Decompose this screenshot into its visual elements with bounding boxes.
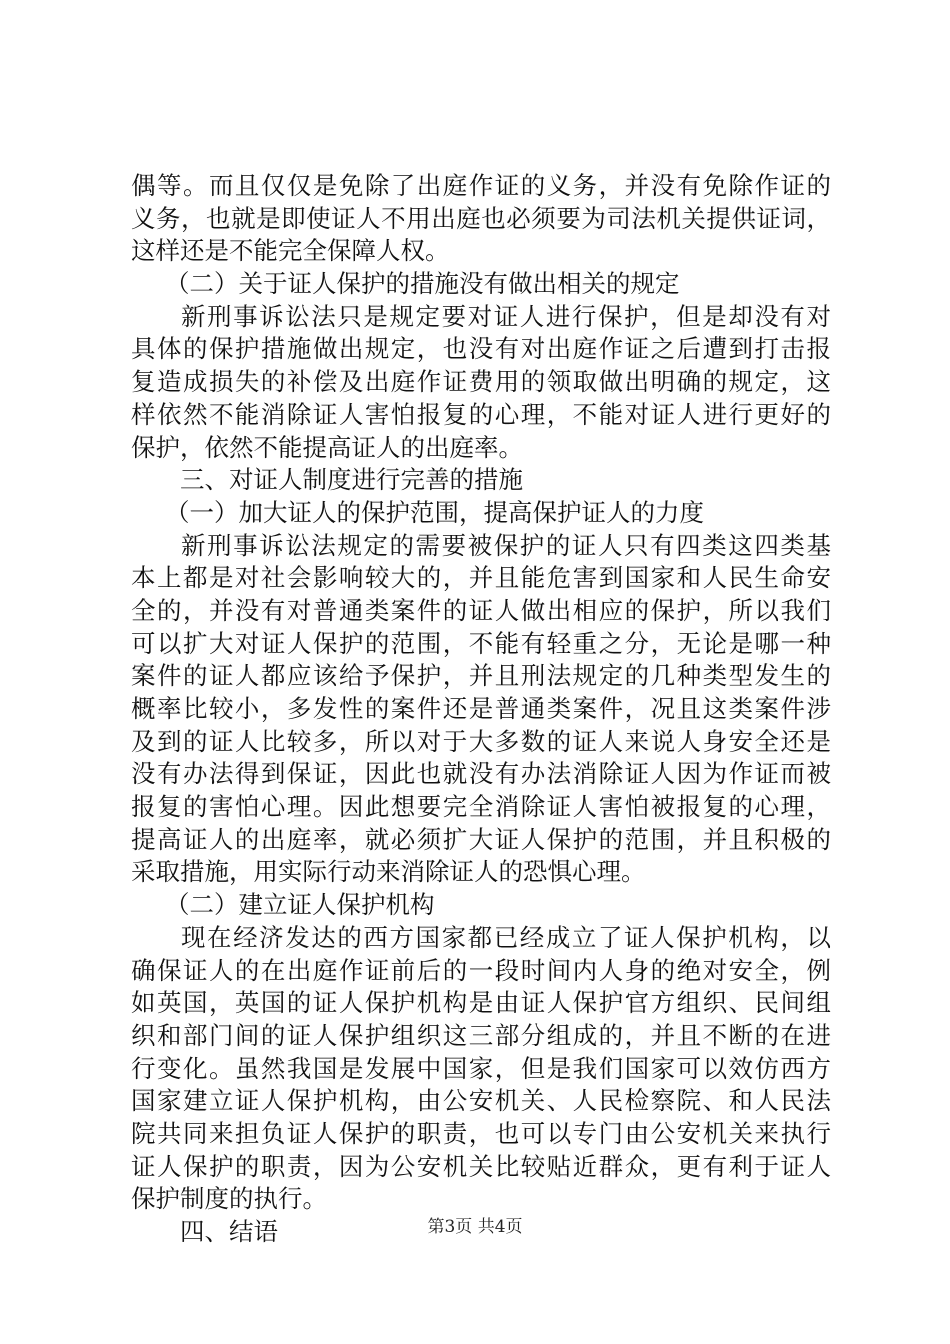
- paragraph-line: 可以扩大对证人保护的范围，不能有轻重之分，无论是哪一种: [131, 628, 831, 658]
- paragraph-line: 证人保护的职责，因为公安机关比较贴近群众，更有利于证人: [131, 1151, 831, 1181]
- subsection-heading: （二）关于证人保护的措施没有做出相关的规定: [165, 269, 680, 299]
- paragraph-line: 采取措施，用实际行动来消除证人的恐惧心理。: [131, 857, 646, 887]
- paragraph-line: 保护制度的执行。: [131, 1184, 327, 1214]
- subsection-heading: （一）加大证人的保护范围，提高保护证人的力度: [165, 497, 704, 527]
- paragraph-line: 提高证人的出庭率，就必须扩大证人保护的范围，并且积极的: [131, 824, 831, 854]
- paragraph-line: 复造成损失的补偿及出庭作证费用的领取做出明确的规定，这: [131, 367, 831, 397]
- page-footer: 第3页 共4页: [427, 1217, 523, 1237]
- paragraph-line: 院共同来担负证人保护的职责，也可以专门由公安机关来执行: [131, 1118, 831, 1148]
- paragraph-line: 样依然不能消除证人害怕报复的心理，不能对证人进行更好的: [131, 399, 831, 429]
- paragraph-line: 新刑事诉讼法只是规定要对证人进行保护，但是却没有对: [181, 301, 831, 331]
- paragraph-line: 本上都是对社会影响较大的，并且能危害到国家和人民生命安: [131, 563, 831, 593]
- section-heading: 三、对证人制度进行完善的措施: [180, 465, 523, 495]
- paragraph-line: 织和部门间的证人保护组织这三部分组成的，并且不断的在进: [131, 1020, 831, 1050]
- document-body: [131, 170, 831, 1249]
- paragraph-line: 新刑事诉讼法规定的需要被保护的证人只有四类这四类基: [181, 530, 831, 560]
- paragraph-line: 国家建立证人保护机构，由公安机关、人民检察院、和人民法: [131, 1086, 831, 1116]
- paragraph-line: 概率比较小，多发性的案件还是普通类案件，况且这类案件涉: [131, 694, 831, 723]
- paragraph-line: 偶等。而且仅仅是免除了出庭作证的义务，并没有免除作证的: [131, 171, 831, 200]
- paragraph-line: 如英国，英国的证人保护机构是由证人保护官方组织、民间组: [131, 988, 831, 1018]
- paragraph-line: 案件的证人都应该给予保护，并且刑法规定的几种类型发生的: [131, 661, 831, 691]
- subsection-heading: （二）建立证人保护机构: [165, 890, 435, 920]
- section-heading: 四、结语: [180, 1217, 278, 1246]
- paragraph-line: 具体的保护措施做出规定，也没有对出庭作证之后遭到打击报: [131, 334, 831, 364]
- paragraph-line: 确保证人的在出庭作证前后的一段时间内人身的绝对安全，例: [131, 955, 831, 985]
- paragraph-line: 报复的害怕心理。因此想要完全消除证人害怕被报复的心理，: [131, 792, 831, 822]
- paragraph-line: 保护，依然不能提高证人的出庭率。: [131, 432, 523, 462]
- paragraph-line: 义务，也就是即使证人不用出庭也必须要为司法机关提供证词，: [131, 203, 831, 233]
- paragraph-line: 行变化。虽然我国是发展中国家，但是我们国家可以效仿西方: [131, 1053, 831, 1083]
- paragraph-line: 全的，并没有对普通类案件的证人做出相应的保护，所以我们: [131, 595, 831, 625]
- paragraph-line: 及到的证人比较多，所以对于大多数的证人来说人身安全还是: [131, 726, 831, 756]
- paragraph-line: 没有办法得到保证，因此也就没有办法消除证人因为作证而被: [131, 759, 831, 789]
- paragraph-line: 这样还是不能完全保障人权。: [131, 236, 450, 266]
- paragraph-line: 现在经济发达的西方国家都已经成立了证人保护机构，以: [181, 922, 831, 952]
